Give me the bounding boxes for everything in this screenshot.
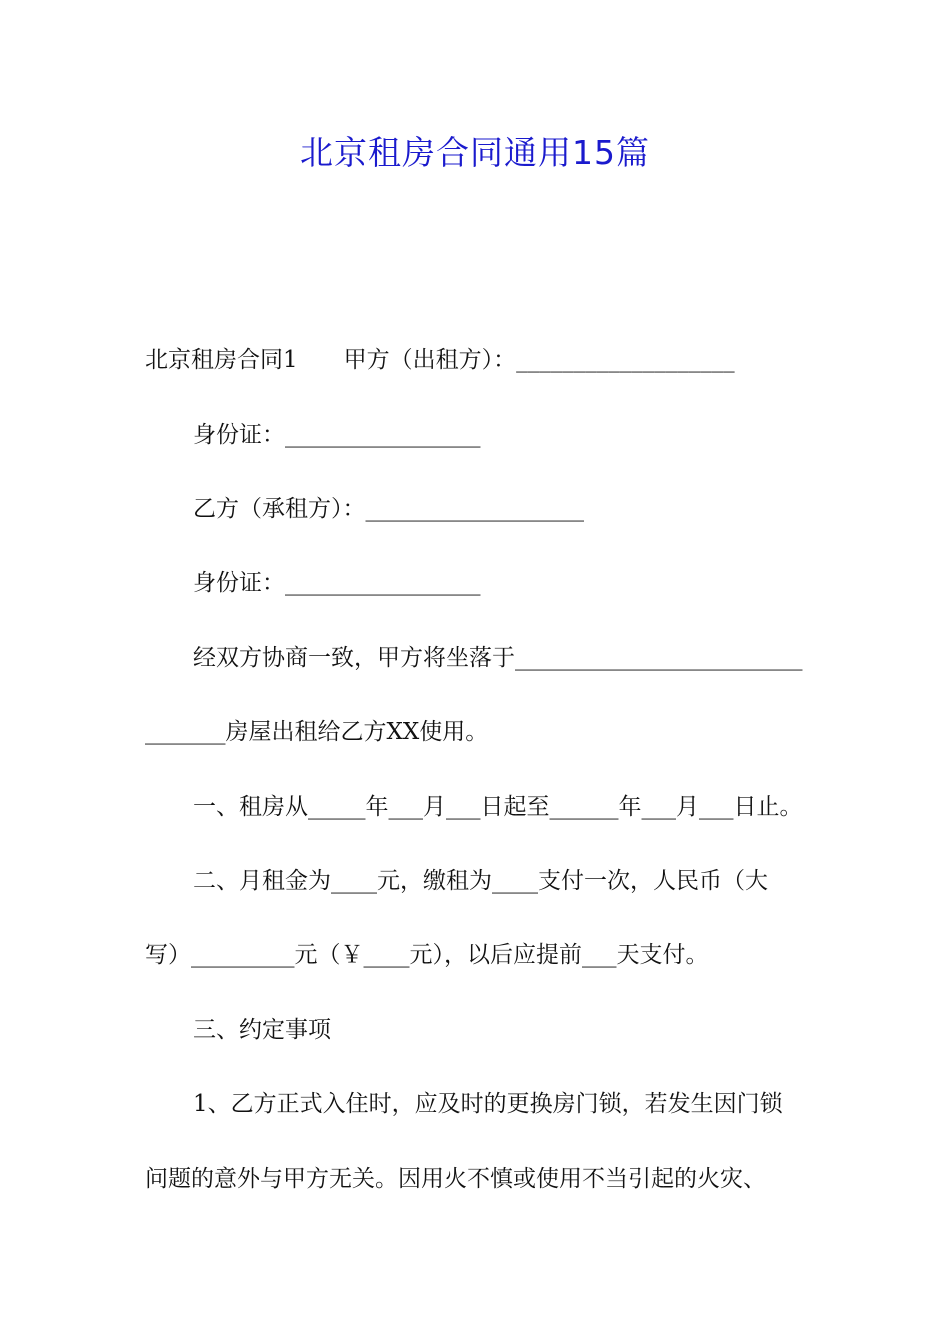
party-b-line: 乙方（承租方）：___________________ <box>193 496 584 522</box>
rent-line-2: 写）_________元（￥____元），以后应提前___天支付。 <box>145 942 709 968</box>
property-usage-line: _______房屋出租给乙方XX使用。 <box>145 719 489 745</box>
clause-1-line-1: 1、乙方正式入住时，应及时的更换房门锁，若发生因门锁 <box>193 1091 783 1117</box>
property-location-line: 经双方协商一致，甲方将坐落于_________________________ <box>193 645 803 671</box>
clause-1-line-2: 问题的意外与甲方无关。因用火不慎或使用不当引起的火灾、 <box>145 1166 766 1192</box>
rent-line-1: 二、月租金为____元，缴租为____支付一次，人民币（大 <box>193 868 768 894</box>
party-b-id-line: 身份证：_________________ <box>193 570 481 596</box>
document-title: 北京租房合同通用15篇 <box>300 133 650 172</box>
lease-term-line: 一、租房从_____年___月___日起至______年___月___日止。 <box>193 794 803 820</box>
contract-heading-line: 北京租房合同1 甲方（出租方）：___________________ <box>145 347 735 373</box>
agreed-matters-heading: 三、约定事项 <box>193 1017 331 1043</box>
party-a-id-line: 身份证：_________________ <box>193 422 481 448</box>
